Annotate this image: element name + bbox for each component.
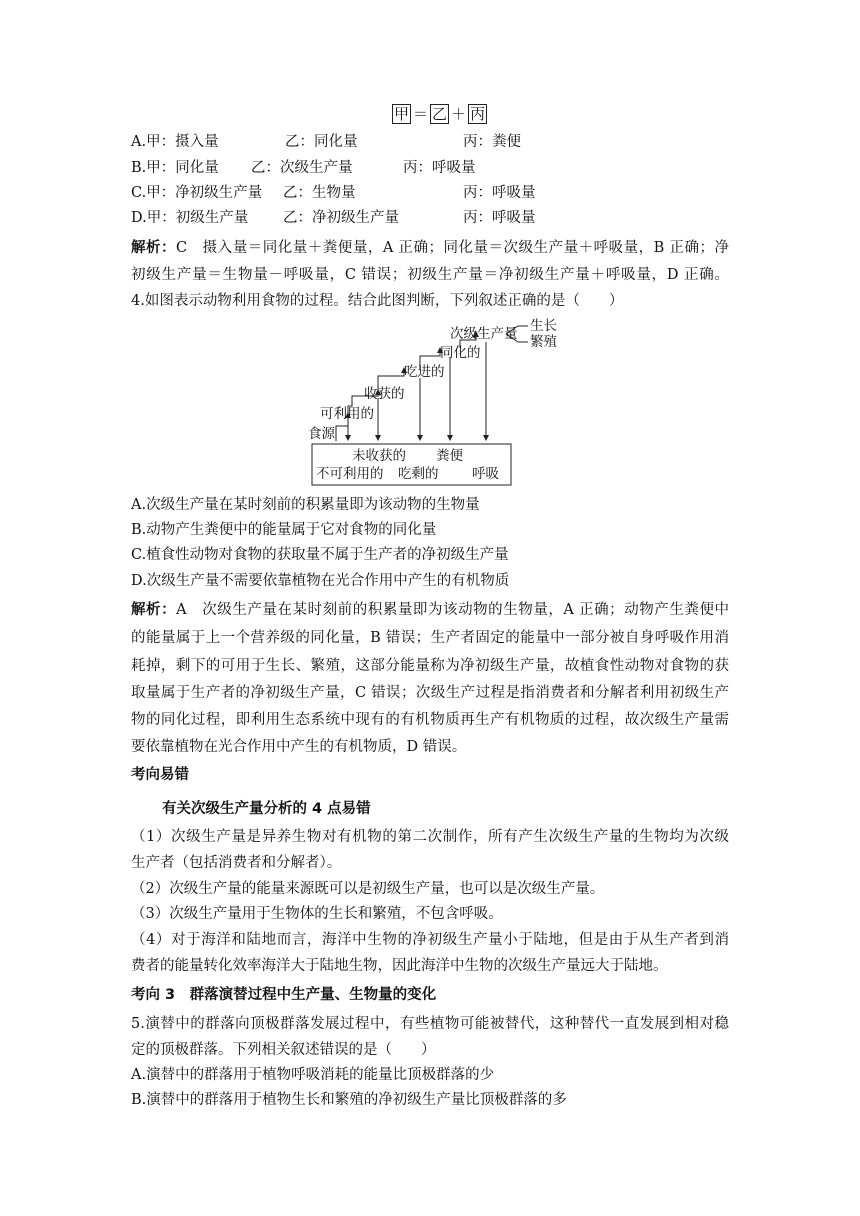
analysis-label: 解析： bbox=[131, 240, 177, 256]
diagram-harvested: 收获的 bbox=[364, 386, 405, 402]
option-yi: 乙：同化量 bbox=[285, 134, 358, 150]
q5-option-b: B.演替中的群落用于植物生长和繁殖的净初级生产量比顶极群落的多 bbox=[131, 1092, 567, 1108]
analysis-text: C 摄入量＝同化量＋粪便量，A 正确；同化量＝次级生产量＋呼吸量，B 正确；净 bbox=[176, 240, 730, 256]
formula bbox=[392, 103, 487, 124]
q4-option-c: C.植食性动物对食物的获取量不属于生产者的净初级生产量 bbox=[131, 547, 509, 563]
option-yi: 乙：净初级生产量 bbox=[283, 210, 399, 226]
q4-option-b: B.动物产生粪便中的能量属于它对食物的同化量 bbox=[131, 522, 437, 538]
option-jia: 甲：摄入量 bbox=[146, 134, 219, 150]
diagram-food-source: 食源 bbox=[308, 426, 335, 442]
formula-box-jia: 甲 bbox=[394, 104, 410, 123]
q3-option-d bbox=[131, 208, 536, 228]
q4-stem: 4.如图表示动物利用食物的过程。结合此图判断，下列叙述正确的是（ ） bbox=[131, 293, 624, 309]
formula-equals: ＝ bbox=[413, 105, 429, 123]
diagram-eaten: 吃进的 bbox=[404, 364, 445, 380]
pitfall-title: 有关次级生产量分析的 4 点易错 bbox=[162, 801, 371, 817]
option-bing: 丙：呼吸量 bbox=[463, 185, 536, 201]
diagram-growth: 生长 bbox=[530, 318, 557, 334]
pitfall-line-1: （1）次级生产量是异养生物对有机物的第二次制作，所有产生次级生产量的生物均为次级 bbox=[131, 829, 729, 845]
option-bing: 丙：呼吸量 bbox=[403, 160, 476, 176]
q4-analysis-line-2: 的能量属于上一个营养级的同化量，B 错误；生产者固定的能量中一部分被自身呼吸作用消 bbox=[131, 630, 729, 646]
pitfall-line-6: 费者的能量转化效率海洋大于陆地生物，因此海洋中生物的次级生产量远大于陆地。 bbox=[131, 958, 668, 974]
option-yi: 乙：生物量 bbox=[283, 185, 356, 201]
analysis-text: A 次级生产量在某时刻前的积累量即为该动物的生物量，A 正确；动物产生粪便中 bbox=[176, 602, 729, 618]
option-letter: A. bbox=[131, 134, 147, 150]
formula-box-yi: 乙 bbox=[432, 104, 448, 123]
option-letter: D. bbox=[131, 210, 147, 226]
option-letter: B. bbox=[131, 160, 147, 176]
diagram-leftover: 吃剩的 bbox=[398, 466, 439, 482]
section-3-heading: 考向 3 群落演替过程中生产量、生物量的变化 bbox=[131, 987, 437, 1003]
formula-plus: ＋ bbox=[451, 105, 467, 123]
option-yi: 乙：次级生产量 bbox=[251, 160, 353, 176]
q4-analysis-line-5: 物的同化过程，即利用生态系统中现有的有机物质再生产有机物质的过程，故次级生产量需 bbox=[131, 712, 729, 728]
q5-stem-line-2: 定的顶极群落。下列相关叙述错误的是（ ） bbox=[131, 1042, 436, 1058]
q3-analysis-line-1 bbox=[131, 238, 729, 258]
diagram-secondary-production: 次级生产量 bbox=[450, 326, 518, 342]
q3-analysis-line-2: 初级生产量＝生物量－呼吸量，C 错误；初级生产量＝净初级生产量＋呼吸量，D 正确。 bbox=[131, 267, 729, 283]
q4-analysis-line-1 bbox=[131, 600, 729, 620]
diagram-unharvested: 未收获的 bbox=[352, 448, 406, 464]
pitfall-line-3: （2）次级生产量的能量来源既可以是初级生产量，也可以是次级生产量。 bbox=[131, 881, 605, 897]
diagram-feces: 粪便 bbox=[436, 448, 463, 464]
q3-option-a bbox=[131, 132, 521, 152]
pitfall-line-4: （3）次级生产量用于生物体的生长和繁殖，不包含呼吸。 bbox=[131, 906, 503, 922]
formula-box-bing: 丙 bbox=[470, 104, 486, 123]
q5-option-a: A.演替中的群落用于植物呼吸消耗的能量比顶极群落的少 bbox=[131, 1067, 495, 1083]
option-jia: 甲：初级生产量 bbox=[146, 210, 249, 226]
analysis-label: 解析： bbox=[131, 602, 177, 618]
q4-analysis-line-4: 取量属于生产者的净初级生产量，C 错误；次级生产过程是指消费者和分解者利用初级生产 bbox=[131, 685, 729, 701]
diagram-usable: 可利用的 bbox=[320, 406, 374, 422]
option-bing: 丙：粪便 bbox=[463, 134, 521, 150]
q5-stem-line-1: 5.演替中的群落向顶极群落发展过程中，有些植物可能被替代，这种替代一直发展到相对稳 bbox=[131, 1016, 729, 1032]
pitfall-heading: 考向易错 bbox=[131, 767, 189, 783]
q3-option-b bbox=[131, 158, 476, 178]
q4-analysis-line-6: 要依靠植物在光合作用中产生的有机物质，D 错误。 bbox=[131, 739, 467, 755]
q4-analysis-line-3: 耗掉，剩下的可用于生长、繁殖，这部分能量称为净初级生产量，故植食性动物对食物的获 bbox=[131, 658, 729, 674]
q4-option-d: D.次级生产量不需要依靠植物在光合作用中产生的有机物质 bbox=[131, 573, 510, 589]
pitfall-line-2: 生产者（包括消费者和分解者）。 bbox=[131, 855, 342, 871]
option-jia: 甲：净初级生产量 bbox=[146, 185, 263, 201]
q4-option-a: A.次级生产量在某时刻前的积累量即为该动物的生物量 bbox=[131, 497, 480, 513]
q3-option-c bbox=[131, 183, 536, 203]
energy-flow-diagram bbox=[300, 318, 570, 490]
diagram-reproduction: 繁殖 bbox=[530, 334, 557, 350]
option-bing: 丙：呼吸量 bbox=[463, 210, 536, 226]
diagram-assimilated: 同化的 bbox=[440, 345, 481, 361]
diagram-respiration: 呼吸 bbox=[472, 466, 499, 482]
pitfall-line-5: （4）对于海洋和陆地而言，海洋中生物的净初级生产量小于陆地，但是由于从生产者到消 bbox=[131, 932, 729, 948]
diagram-unusable: 不可利用的 bbox=[316, 466, 384, 482]
option-letter: C. bbox=[131, 185, 147, 201]
option-jia: 甲：同化量 bbox=[146, 160, 219, 176]
